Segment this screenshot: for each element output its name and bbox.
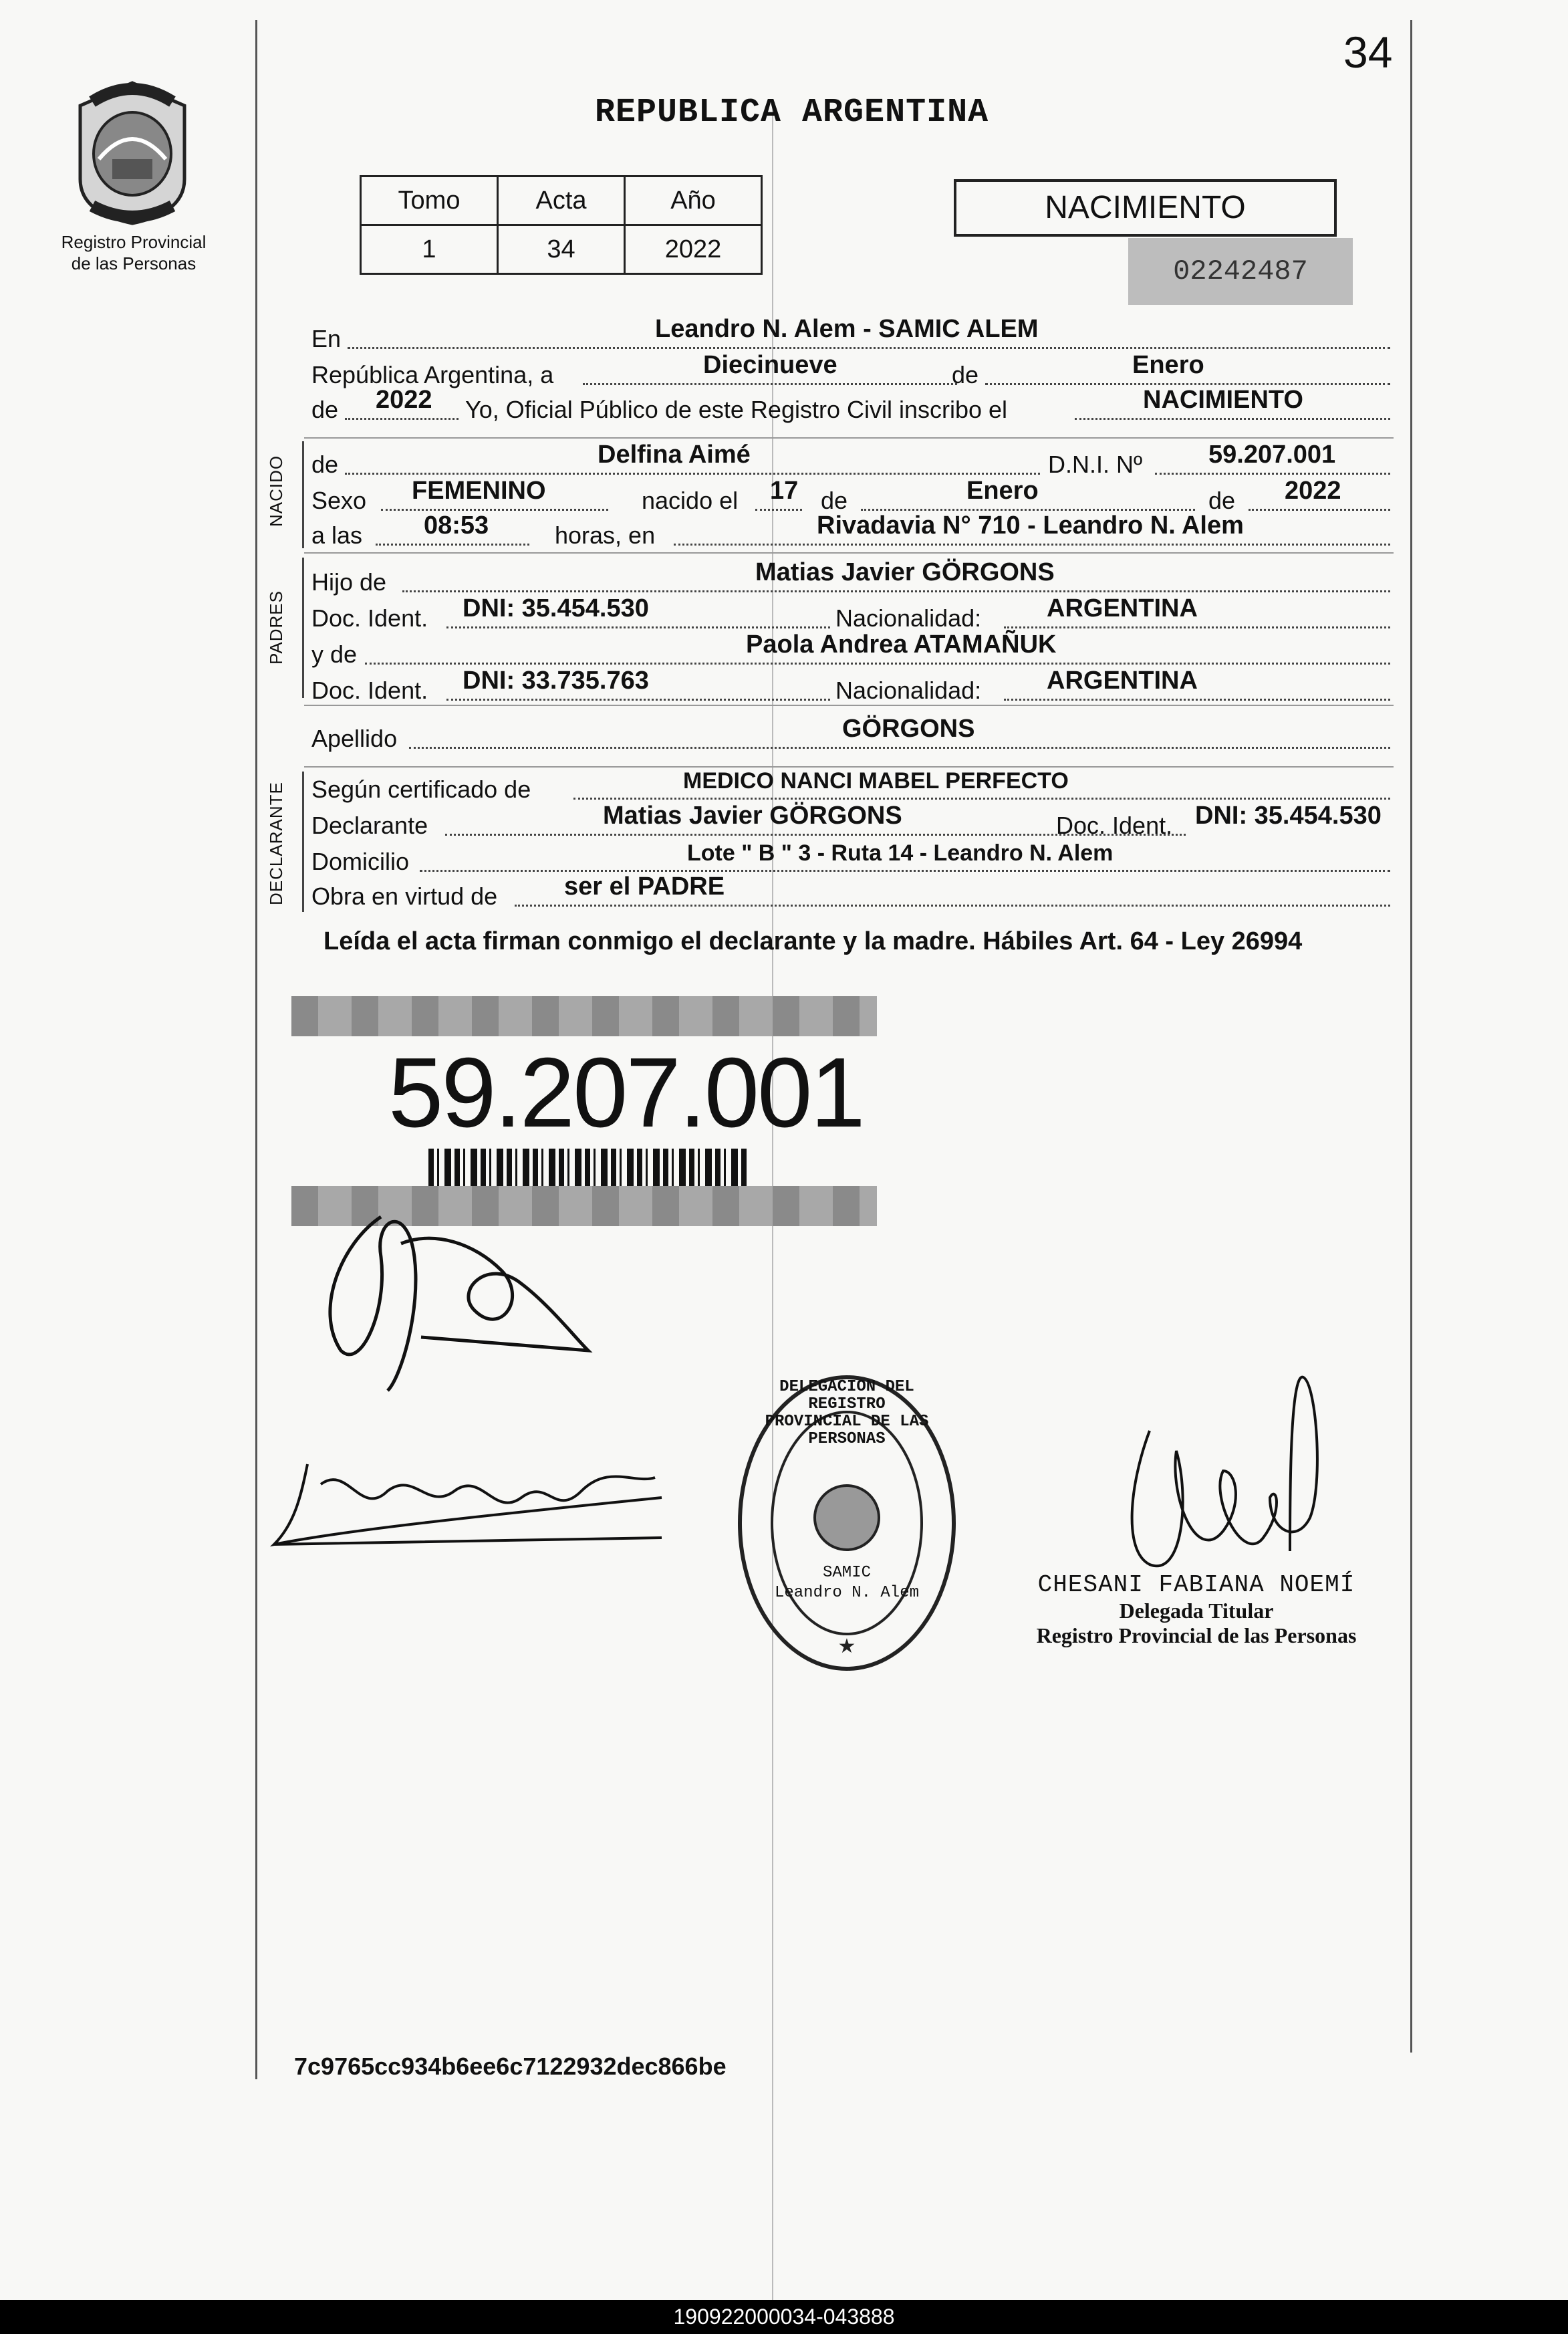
separator [304,766,1394,768]
officer-name: CHESANI FABIANA NOEMÍ [1037,1571,1355,1599]
row-declarante [309,802,1392,840]
value-madre: Paola Andrea ATAMAÑUK [746,630,1057,659]
dotted-line [674,544,1390,546]
label-obra: Obra en virtud de [311,883,498,910]
value-anio: 2022 [376,386,432,414]
value-padre-doc: DNI: 35.454.530 [463,594,649,622]
value-padre: Matias Javier GÖRGONS [755,558,1055,586]
dotted-line [446,699,830,701]
label-apellido: Apellido [311,725,398,752]
logo-caption-line2: de las Personas [71,253,197,273]
logo-caption [33,231,234,274]
value-en: Leandro N. Alem - SAMIC ALEM [655,315,1039,343]
row-hora [309,511,1392,550]
footer-id: 190922000034-043888 [673,2305,895,2329]
officer-role: Delegada Titular [1119,1599,1274,1623]
label-en: En [311,325,342,352]
label-de-nombre: de [311,451,339,478]
row-republica [309,351,1392,389]
signature-officer [1109,1364,1350,1585]
footer-bar [0,2300,1568,2334]
label-de: de [952,361,979,388]
row-segun [309,769,1392,804]
label-de-mes: de [821,487,848,514]
value-domicilio: Lote " B " 3 - Ruta 14 - Leandro N. Alem [687,840,1114,866]
registry-table [360,175,763,275]
stamp-inner-text [734,1563,960,1603]
separator [304,437,1394,439]
row-padre-doc [309,594,1392,632]
row-apellido [309,715,1392,753]
dotted-line [365,663,1390,665]
stamp-inner-line1: SAMIC [822,1564,871,1582]
dotted-line [1004,626,1390,628]
value-certificado: MEDICO NANCI MABEL PERFECTO [683,768,1069,794]
dotted-line [446,626,830,628]
row-domicilio [309,841,1392,876]
label-republica: República Argentina, a [311,361,554,388]
value-dia: Diecinueve [703,351,837,379]
row-hijo-de [309,558,1392,596]
dotted-line [381,509,608,511]
side-label-padres: PADRES [266,590,286,665]
act-type-box: NACIMIENTO [954,179,1337,237]
separator [304,705,1394,706]
side-bar-nacido [302,441,304,548]
value-apellido: GÖRGONS [842,715,975,743]
value-mes-nac: Enero [966,477,1039,505]
left-margin-line [255,20,257,2079]
value-obra: ser el PADRE [564,872,725,901]
value-lugar-nac: Rivadavia N° 710 - Leandro N. Alem [817,511,1244,540]
row-sexo [309,477,1392,515]
serial-number: 02242487 [1128,238,1353,305]
row-madre-doc [309,667,1392,705]
label-doc-ident: Doc. Ident. [311,677,428,704]
label-y-de: y de [311,640,358,668]
svg-text:★: ★ [837,1635,856,1658]
leida-statement: Leída el acta firman conmigo el declarante y la madre. Hábiles Art. 64 - Ley 26994 [323,927,1303,955]
label-nacionalidad: Nacionalidad: [835,604,982,632]
value-sexo: FEMENINO [412,477,546,505]
dotted-line [409,747,1390,749]
label-domicilio: Domicilio [311,848,410,875]
dotted-line [402,590,1390,592]
label-dni: D.N.I. Nº [1048,451,1143,478]
document-hash: 7c9765cc934b6ee6c7122932dec866be [294,2053,727,2080]
label-doc-ident: Doc. Ident. [311,604,428,632]
value-mes: Enero [1132,351,1204,379]
value-tipo: NACIMIENTO [1143,386,1303,414]
logo-caption-line1: Registro Provincial [61,232,207,252]
dotted-line [573,798,1390,800]
label-sexo: Sexo [311,487,367,514]
label-de2: de [311,396,339,423]
side-bar-padres [302,558,304,698]
dotted-line [345,418,459,420]
label-a-las: a las [311,521,363,549]
dotted-line [985,383,1390,385]
dotted-line [755,509,802,511]
dotted-line [1249,509,1390,511]
value-declarante: Matias Javier GÖRGONS [603,802,902,830]
registry-value-anio: 2022 [625,225,762,274]
registry-value-acta: 34 [498,225,625,274]
value-madre-nac: ARGENTINA [1047,667,1198,695]
dotted-line [420,870,1390,872]
official-stamp [734,1369,960,1677]
value-hora: 08:53 [424,511,489,540]
label-yo: Yo, Oficial Público de este Registro Civil inscribo el [465,396,1008,423]
document-title: REPUBLICA ARGENTINA [595,94,989,132]
label-de-anio: de [1208,487,1236,514]
dotted-line [376,544,529,546]
dotted-line [345,473,1040,475]
label-horas-en: horas, en [555,521,656,549]
dotted-line [348,347,1390,349]
dotted-line [515,905,1390,907]
right-margin-line [1410,20,1412,2053]
value-nombre: Delfina Aimé [598,441,751,469]
row-en [309,315,1392,353]
value-dia-nac: 17 [770,477,799,505]
dotted-line [1004,699,1390,701]
stamp-inner-line2: Leandro N. Alem [774,1584,920,1602]
sticker-band-top [291,996,877,1036]
dotted-line [583,383,957,385]
label-nacionalidad: Nacionalidad: [835,677,982,704]
side-bar-declarante [302,772,304,912]
value-doc-declarante: DNI: 35.454.530 [1195,802,1382,830]
value-anio-nac: 2022 [1285,477,1341,505]
dotted-line [1075,418,1390,420]
page-number: 34 [1343,27,1393,77]
province-seal-logo [72,79,192,227]
label-nacido-el: nacido el [642,487,739,514]
sticker-dni-number: 59.207.001 [388,1038,864,1148]
separator [304,552,1394,554]
row-y-de [309,630,1392,669]
registry-header-tomo: Tomo [361,177,498,225]
value-dni: 59.207.001 [1208,441,1336,469]
registry-value-tomo: 1 [361,225,498,274]
officer-block [1023,1571,1370,1648]
row-nombre [309,441,1392,479]
stamp-ring-text: DELEGACION DEL REGISTRO PROVINCIAL DE LAS PERSONAS [765,1378,929,1448]
dotted-line [1155,473,1390,475]
signature-declarante [301,1177,602,1397]
side-label-nacido: NACIDO [266,455,286,527]
label-doc-declarante: Doc. Ident. [1056,812,1173,839]
label-declarante: Declarante [311,812,428,839]
dotted-line [861,509,1195,511]
value-padre-nac: ARGENTINA [1047,594,1198,622]
signature-madre [261,1444,675,1558]
label-segun: Según certificado de [311,776,531,803]
side-label-declarante: DECLARANTE [266,782,286,905]
value-madre-doc: DNI: 33.735.763 [463,667,649,695]
officer-org: Registro Provincial de las Personas [1036,1623,1357,1647]
registry-header-anio: Año [625,177,762,225]
label-hijo-de: Hijo de [311,568,387,596]
row-obra [309,872,1392,911]
registry-header-acta: Acta [498,177,625,225]
row-anio-tipo [309,386,1392,424]
